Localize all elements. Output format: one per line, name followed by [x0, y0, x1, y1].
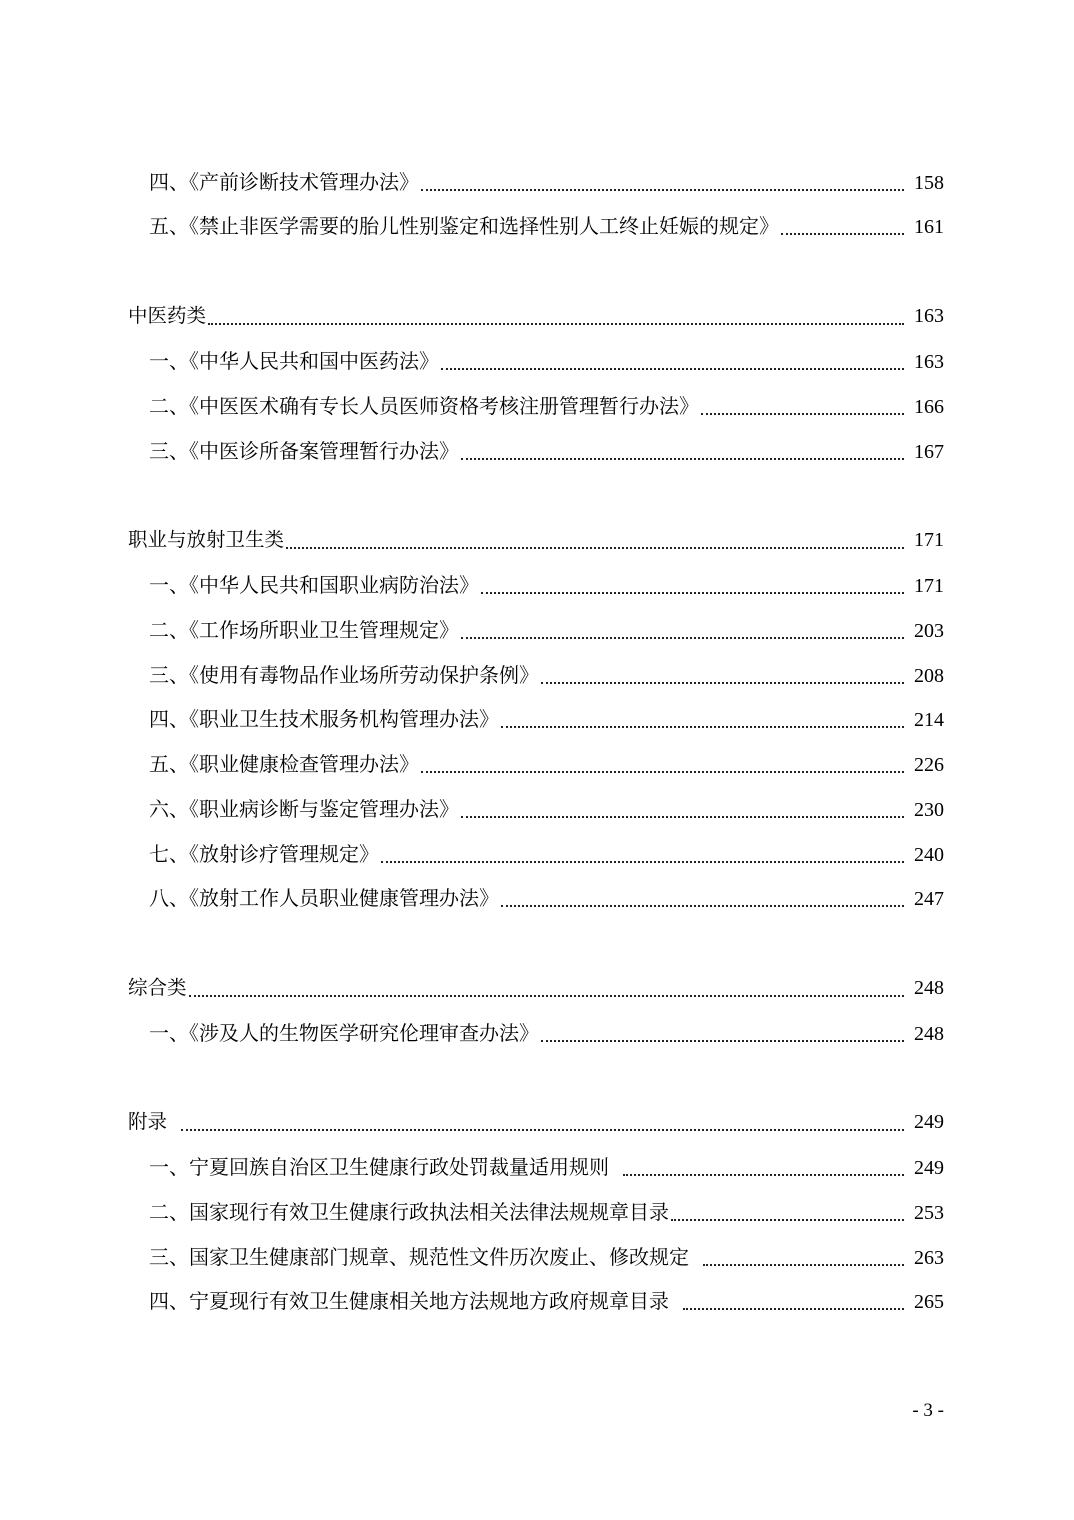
dot-leader	[683, 1308, 904, 1310]
dot-leader	[181, 1129, 904, 1131]
toc-entry	[0, 570, 1074, 600]
toc-entry-title: 三、《中医诊所备案管理暂行办法》	[149, 439, 459, 463]
toc-entry	[0, 660, 1074, 690]
toc-entry-page: 247	[914, 888, 944, 910]
toc-entry-title: 二、《工作场所职业卫生管理规定》	[149, 618, 459, 642]
toc-section	[0, 973, 1074, 1003]
toc-entry	[0, 839, 1074, 869]
toc-entry-page: 203	[914, 620, 944, 642]
toc-entry-page: 163	[914, 351, 944, 373]
dot-leader	[421, 771, 904, 773]
toc-entry	[0, 346, 1074, 376]
toc-entry-title: 五、《职业健康检查管理办法》	[149, 752, 419, 776]
dot-leader	[541, 682, 904, 684]
toc-entry	[0, 167, 1074, 197]
toc-entry-title: 一、宁夏回族自治区卫生健康行政处罚裁量适用规则	[149, 1155, 609, 1179]
dot-leader	[189, 995, 904, 997]
toc-entry-page: 265	[914, 1291, 944, 1313]
toc-entry-page: 161	[914, 216, 944, 238]
dot-leader	[286, 547, 904, 549]
dot-leader	[381, 861, 904, 863]
dot-leader	[461, 458, 904, 460]
toc-entry	[0, 883, 1074, 913]
toc-entry	[0, 1152, 1074, 1182]
toc-entry-page: 158	[914, 172, 944, 194]
toc-entry	[0, 391, 1074, 421]
toc-section-page: 248	[914, 977, 944, 999]
dot-leader	[781, 233, 904, 235]
toc-entry-page: 253	[914, 1202, 944, 1224]
dot-leader	[671, 1219, 904, 1221]
toc-entry-title: 六、《职业病诊断与鉴定管理办法》	[149, 797, 459, 821]
toc-entry-page: 240	[914, 844, 944, 866]
dot-leader	[461, 637, 904, 639]
toc-entry-title: 一、《涉及人的生物医学研究伦理审查办法》	[149, 1021, 539, 1045]
toc-entry	[0, 211, 1074, 241]
toc-entry-page: 263	[914, 1247, 944, 1269]
page-number: - 3 -	[912, 1400, 944, 1421]
toc-entry	[0, 436, 1074, 466]
dot-leader	[623, 1174, 904, 1176]
toc-entry-page: 208	[914, 665, 944, 687]
toc-section	[0, 525, 1074, 555]
toc-section-page: 163	[914, 305, 944, 327]
toc-section-page: 249	[914, 1111, 944, 1133]
toc-section-title: 中医药类	[128, 304, 207, 327]
toc-entry-title: 三、《使用有毒物品作业场所劳动保护条例》	[149, 663, 539, 687]
toc-entry-page: 230	[914, 799, 944, 821]
toc-entry	[0, 749, 1074, 779]
toc-section-title: 职业与放射卫生类	[128, 528, 285, 551]
toc-entry-page: 248	[914, 1023, 944, 1045]
toc-entry	[0, 704, 1074, 734]
toc-entry-title: 二、《中医医术确有专长人员医师资格考核注册管理暂行办法》	[149, 394, 699, 418]
toc-entry-title: 三、国家卫生健康部门规章、规范性文件历次废止、修改规定	[149, 1245, 689, 1269]
toc-entry	[0, 1242, 1074, 1272]
toc-entry-title: 七、《放射诊疗管理规定》	[149, 842, 379, 866]
toc-entry	[0, 1286, 1074, 1316]
toc-entry	[0, 615, 1074, 645]
toc-entry	[0, 1197, 1074, 1227]
toc-entry-page: 171	[914, 575, 944, 597]
toc-section-title: 综合类	[128, 976, 187, 999]
toc-entry-page: 249	[914, 1157, 944, 1179]
toc-entry-page: 214	[914, 709, 944, 731]
dot-leader	[501, 726, 904, 728]
toc-entry-title: 五、《禁止非医学需要的胎儿性别鉴定和选择性别人工终止妊娠的规定》	[149, 214, 779, 238]
dot-leader	[421, 189, 904, 191]
toc-section-page: 171	[914, 529, 944, 551]
toc-entry-title: 四、《产前诊断技术管理办法》	[149, 170, 419, 194]
dot-leader	[501, 905, 904, 907]
dot-leader	[481, 592, 904, 594]
toc-entry-title: 一、《中华人民共和国职业病防治法》	[149, 573, 479, 597]
toc-entry-page: 167	[914, 441, 944, 463]
toc-entry-title: 八、《放射工作人员职业健康管理办法》	[149, 886, 499, 910]
toc-entry-title: 一、《中华人民共和国中医药法》	[149, 349, 439, 373]
toc-section	[0, 301, 1074, 331]
toc-section	[0, 1107, 1074, 1137]
toc-entry	[0, 1018, 1074, 1048]
toc-entry-title: 四、《职业卫生技术服务机构管理办法》	[149, 707, 499, 731]
dot-leader	[441, 368, 904, 370]
toc-entry	[0, 794, 1074, 824]
dot-leader	[703, 1264, 904, 1266]
toc-section-title: 附录	[128, 1110, 168, 1133]
toc-entry-page: 166	[914, 396, 944, 418]
dot-leader	[541, 1040, 904, 1042]
toc-entry-title: 四、宁夏现行有效卫生健康相关地方法规地方政府规章目录	[149, 1289, 669, 1313]
toc-entry-title: 二、国家现行有效卫生健康行政执法相关法律法规规章目录	[149, 1200, 669, 1224]
dot-leader	[208, 323, 904, 325]
toc-entry-page: 226	[914, 754, 944, 776]
dot-leader	[461, 816, 904, 818]
dot-leader	[701, 413, 904, 415]
